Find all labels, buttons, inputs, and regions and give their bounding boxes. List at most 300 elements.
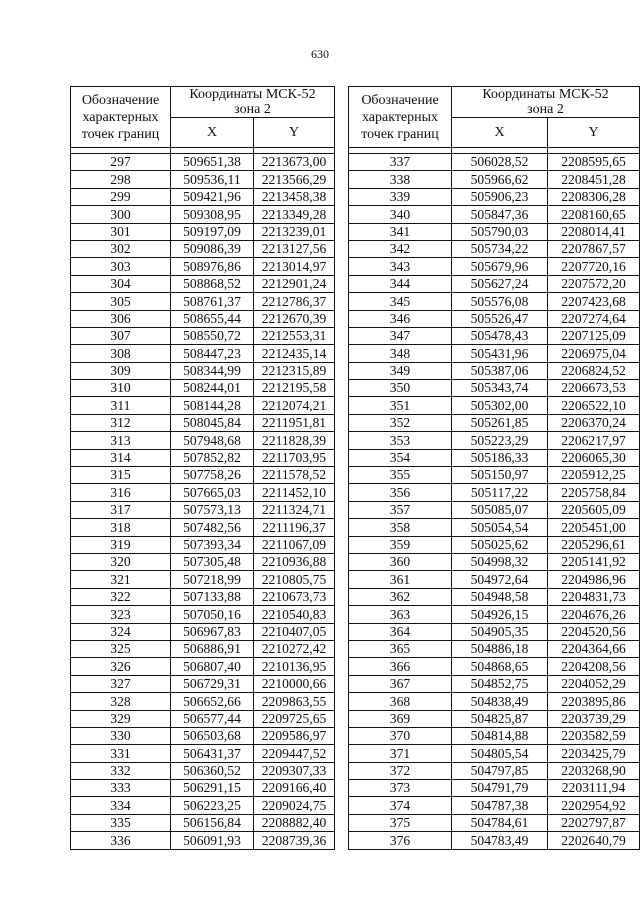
point-number-cell: 341 bbox=[349, 223, 452, 240]
point-number-cell: 313 bbox=[71, 432, 171, 449]
header-coordinates bbox=[452, 87, 640, 118]
table-row bbox=[71, 727, 335, 744]
point-number-cell: 340 bbox=[349, 206, 452, 223]
table-body-right bbox=[349, 154, 640, 850]
header-designation-line: Обозначение bbox=[361, 92, 439, 108]
x-coordinate-cell: 506503,68 bbox=[171, 727, 254, 744]
table-header bbox=[71, 87, 335, 154]
y-coordinate-cell: 2208160,65 bbox=[548, 206, 640, 223]
table-row bbox=[349, 658, 640, 675]
point-number-cell: 326 bbox=[71, 658, 171, 675]
y-coordinate-cell: 2211196,37 bbox=[254, 519, 335, 536]
table-row bbox=[349, 275, 640, 292]
point-number-cell: 329 bbox=[71, 710, 171, 727]
table-row bbox=[349, 814, 640, 831]
table-row bbox=[349, 571, 640, 588]
point-number-cell: 366 bbox=[349, 658, 452, 675]
table-row bbox=[349, 519, 640, 536]
point-number-cell: 369 bbox=[349, 710, 452, 727]
point-number-cell: 359 bbox=[349, 536, 452, 553]
point-number-cell: 310 bbox=[71, 380, 171, 397]
table-row bbox=[71, 536, 335, 553]
table-row bbox=[71, 275, 335, 292]
table-row bbox=[349, 606, 640, 623]
y-coordinate-cell: 2211452,10 bbox=[254, 484, 335, 501]
x-coordinate-cell: 505387,06 bbox=[452, 362, 548, 379]
x-coordinate-cell: 508447,23 bbox=[171, 345, 254, 362]
coordinates-table-right bbox=[348, 86, 640, 850]
y-coordinate-cell: 2210407,05 bbox=[254, 623, 335, 640]
table-row bbox=[349, 258, 640, 275]
x-coordinate-cell: 508761,37 bbox=[171, 293, 254, 310]
y-coordinate-cell: 2206065,30 bbox=[548, 449, 640, 466]
point-number-cell: 349 bbox=[349, 362, 452, 379]
table-row bbox=[349, 310, 640, 327]
table-row bbox=[71, 467, 335, 484]
point-number-cell: 321 bbox=[71, 571, 171, 588]
x-coordinate-cell: 506652,66 bbox=[171, 693, 254, 710]
table-row bbox=[71, 658, 335, 675]
x-coordinate-cell: 504787,38 bbox=[452, 797, 548, 814]
y-coordinate-cell: 2210136,95 bbox=[254, 658, 335, 675]
y-coordinate-cell: 2209024,75 bbox=[254, 797, 335, 814]
header-designation bbox=[71, 87, 171, 148]
y-coordinate-cell: 2206217,97 bbox=[548, 432, 640, 449]
y-coordinate-cell: 2210540,83 bbox=[254, 606, 335, 623]
point-number-cell: 351 bbox=[349, 397, 452, 414]
x-coordinate-cell: 504886,18 bbox=[452, 640, 548, 657]
point-number-cell: 342 bbox=[349, 240, 452, 257]
table-row bbox=[349, 797, 640, 814]
point-number-cell: 298 bbox=[71, 171, 171, 188]
x-coordinate-cell: 507050,16 bbox=[171, 606, 254, 623]
table-row bbox=[71, 171, 335, 188]
table-row bbox=[71, 814, 335, 831]
point-number-cell: 376 bbox=[349, 832, 452, 849]
table-row bbox=[71, 780, 335, 797]
point-number-cell: 334 bbox=[71, 797, 171, 814]
y-coordinate-cell: 2213349,28 bbox=[254, 206, 335, 223]
coordinates-table-left bbox=[70, 86, 335, 850]
point-number-cell: 347 bbox=[349, 327, 452, 344]
y-coordinate-cell: 2213458,38 bbox=[254, 188, 335, 205]
x-coordinate-cell: 504972,64 bbox=[452, 571, 548, 588]
table-row bbox=[71, 327, 335, 344]
point-number-cell: 317 bbox=[71, 501, 171, 518]
y-coordinate-cell: 2207423,68 bbox=[548, 293, 640, 310]
x-coordinate-cell: 504783,49 bbox=[452, 832, 548, 849]
x-coordinate-cell: 506807,40 bbox=[171, 658, 254, 675]
point-number-cell: 345 bbox=[349, 293, 452, 310]
point-number-cell: 357 bbox=[349, 501, 452, 518]
point-number-cell: 363 bbox=[349, 606, 452, 623]
point-number-cell: 318 bbox=[71, 519, 171, 536]
y-coordinate-cell: 2213239,01 bbox=[254, 223, 335, 240]
table-row bbox=[71, 188, 335, 205]
table-row bbox=[71, 449, 335, 466]
y-coordinate-cell: 2213566,29 bbox=[254, 171, 335, 188]
point-number-cell: 320 bbox=[71, 553, 171, 570]
table-row bbox=[349, 640, 640, 657]
y-coordinate-cell: 2208882,40 bbox=[254, 814, 335, 831]
x-coordinate-cell: 504998,32 bbox=[452, 553, 548, 570]
y-coordinate-cell: 2204364,66 bbox=[548, 640, 640, 657]
table-row bbox=[349, 553, 640, 570]
y-coordinate-cell: 2206673,53 bbox=[548, 380, 640, 397]
table-row bbox=[71, 745, 335, 762]
table-row bbox=[71, 519, 335, 536]
y-coordinate-cell: 2211828,39 bbox=[254, 432, 335, 449]
point-number-cell: 336 bbox=[71, 832, 171, 849]
table-row bbox=[71, 154, 335, 171]
table-row bbox=[349, 380, 640, 397]
x-coordinate-cell: 505054,54 bbox=[452, 519, 548, 536]
table-row bbox=[71, 606, 335, 623]
header-coordinates-line: Координаты МСК-52 bbox=[482, 87, 609, 102]
header-designation-line: Обозначение bbox=[81, 92, 160, 108]
table-row bbox=[71, 588, 335, 605]
table-row bbox=[71, 571, 335, 588]
header-coordinates bbox=[171, 87, 335, 118]
point-number-cell: 302 bbox=[71, 240, 171, 257]
table-row bbox=[349, 727, 640, 744]
x-coordinate-cell: 507665,03 bbox=[171, 484, 254, 501]
point-number-cell: 361 bbox=[349, 571, 452, 588]
point-number-cell: 368 bbox=[349, 693, 452, 710]
header-designation-line: точек границ bbox=[361, 126, 439, 142]
y-coordinate-cell: 2211324,71 bbox=[254, 501, 335, 518]
point-number-cell: 303 bbox=[71, 258, 171, 275]
table-row bbox=[349, 240, 640, 257]
x-coordinate-cell: 505431,96 bbox=[452, 345, 548, 362]
point-number-cell: 304 bbox=[71, 275, 171, 292]
point-number-cell: 314 bbox=[71, 449, 171, 466]
point-number-cell: 297 bbox=[71, 154, 171, 171]
y-coordinate-cell: 2205912,25 bbox=[548, 467, 640, 484]
y-coordinate-cell: 2209447,52 bbox=[254, 745, 335, 762]
y-coordinate-cell: 2203895,86 bbox=[548, 693, 640, 710]
y-coordinate-cell: 2206975,04 bbox=[548, 345, 640, 362]
point-number-cell: 371 bbox=[349, 745, 452, 762]
x-coordinate-cell: 505085,07 bbox=[452, 501, 548, 518]
y-coordinate-cell: 2212435,14 bbox=[254, 345, 335, 362]
y-coordinate-cell: 2209166,40 bbox=[254, 780, 335, 797]
y-coordinate-cell: 2207125,09 bbox=[548, 327, 640, 344]
y-coordinate-cell: 2211067,09 bbox=[254, 536, 335, 553]
table-row bbox=[71, 310, 335, 327]
point-number-cell: 301 bbox=[71, 223, 171, 240]
y-coordinate-cell: 2210805,75 bbox=[254, 571, 335, 588]
y-coordinate-cell: 2205758,84 bbox=[548, 484, 640, 501]
table-row bbox=[71, 397, 335, 414]
table-row bbox=[349, 362, 640, 379]
x-coordinate-cell: 507218,99 bbox=[171, 571, 254, 588]
x-coordinate-cell: 509421,96 bbox=[171, 188, 254, 205]
table-row bbox=[349, 536, 640, 553]
y-coordinate-cell: 2205451,00 bbox=[548, 519, 640, 536]
x-coordinate-cell: 504868,65 bbox=[452, 658, 548, 675]
table-row bbox=[349, 345, 640, 362]
x-coordinate-cell: 505150,97 bbox=[452, 467, 548, 484]
point-number-cell: 325 bbox=[71, 640, 171, 657]
point-number-cell: 346 bbox=[349, 310, 452, 327]
x-coordinate-cell: 504948,58 bbox=[452, 588, 548, 605]
table-row bbox=[349, 467, 640, 484]
table-row bbox=[349, 414, 640, 431]
x-coordinate-cell: 507573,13 bbox=[171, 501, 254, 518]
table-row bbox=[71, 345, 335, 362]
y-coordinate-cell: 2211951,81 bbox=[254, 414, 335, 431]
y-coordinate-cell: 2204520,56 bbox=[548, 623, 640, 640]
y-coordinate-cell: 2209863,55 bbox=[254, 693, 335, 710]
x-coordinate-cell: 508144,28 bbox=[171, 397, 254, 414]
table-row bbox=[71, 293, 335, 310]
y-coordinate-cell: 2210673,73 bbox=[254, 588, 335, 605]
x-coordinate-cell: 506729,31 bbox=[171, 675, 254, 692]
y-coordinate-cell: 2212074,21 bbox=[254, 397, 335, 414]
y-coordinate-cell: 2203268,90 bbox=[548, 762, 640, 779]
x-coordinate-cell: 508976,86 bbox=[171, 258, 254, 275]
point-number-cell: 370 bbox=[349, 727, 452, 744]
point-number-cell: 312 bbox=[71, 414, 171, 431]
table-row bbox=[349, 710, 640, 727]
y-coordinate-cell: 2207274,64 bbox=[548, 310, 640, 327]
y-coordinate-cell: 2212195,58 bbox=[254, 380, 335, 397]
table-row bbox=[71, 223, 335, 240]
header-designation-line: точек границ bbox=[81, 126, 160, 142]
table-row bbox=[71, 258, 335, 275]
header-x: X bbox=[171, 118, 254, 148]
point-number-cell: 350 bbox=[349, 380, 452, 397]
point-number-cell: 330 bbox=[71, 727, 171, 744]
x-coordinate-cell: 508045,84 bbox=[171, 414, 254, 431]
table-row bbox=[71, 553, 335, 570]
x-coordinate-cell: 505847,36 bbox=[452, 206, 548, 223]
point-number-cell: 328 bbox=[71, 693, 171, 710]
x-coordinate-cell: 507133,88 bbox=[171, 588, 254, 605]
point-number-cell: 358 bbox=[349, 519, 452, 536]
x-coordinate-cell: 508550,72 bbox=[171, 327, 254, 344]
x-coordinate-cell: 505302,00 bbox=[452, 397, 548, 414]
point-number-cell: 305 bbox=[71, 293, 171, 310]
x-coordinate-cell: 508655,44 bbox=[171, 310, 254, 327]
page-number: 630 bbox=[311, 47, 329, 61]
point-number-cell: 324 bbox=[71, 623, 171, 640]
point-number-cell: 372 bbox=[349, 762, 452, 779]
header-coordinates-line: зона 2 bbox=[234, 102, 271, 117]
table-row bbox=[349, 588, 640, 605]
y-coordinate-cell: 2207720,16 bbox=[548, 258, 640, 275]
table-row bbox=[71, 240, 335, 257]
table-row bbox=[349, 449, 640, 466]
point-number-cell: 333 bbox=[71, 780, 171, 797]
x-coordinate-cell: 505734,22 bbox=[452, 240, 548, 257]
y-coordinate-cell: 2206370,24 bbox=[548, 414, 640, 431]
point-number-cell: 306 bbox=[71, 310, 171, 327]
y-coordinate-cell: 2208595,65 bbox=[548, 154, 640, 171]
y-coordinate-cell: 2203582,59 bbox=[548, 727, 640, 744]
y-coordinate-cell: 2212786,37 bbox=[254, 293, 335, 310]
point-number-cell: 337 bbox=[349, 154, 452, 171]
y-coordinate-cell: 2213673,00 bbox=[254, 154, 335, 171]
x-coordinate-cell: 507758,26 bbox=[171, 467, 254, 484]
point-number-cell: 300 bbox=[71, 206, 171, 223]
x-coordinate-cell: 509086,39 bbox=[171, 240, 254, 257]
table-row bbox=[349, 206, 640, 223]
x-coordinate-cell: 505790,03 bbox=[452, 223, 548, 240]
table-row bbox=[349, 223, 640, 240]
x-coordinate-cell: 506223,25 bbox=[171, 797, 254, 814]
point-number-cell: 348 bbox=[349, 345, 452, 362]
table-row bbox=[349, 432, 640, 449]
table-row bbox=[71, 432, 335, 449]
y-coordinate-cell: 2212901,24 bbox=[254, 275, 335, 292]
y-coordinate-cell: 2213127,56 bbox=[254, 240, 335, 257]
table-row bbox=[71, 414, 335, 431]
point-number-cell: 355 bbox=[349, 467, 452, 484]
x-coordinate-cell: 504814,88 bbox=[452, 727, 548, 744]
point-number-cell: 339 bbox=[349, 188, 452, 205]
point-number-cell: 364 bbox=[349, 623, 452, 640]
x-coordinate-cell: 504805,54 bbox=[452, 745, 548, 762]
point-number-cell: 323 bbox=[71, 606, 171, 623]
y-coordinate-cell: 2210936,88 bbox=[254, 553, 335, 570]
x-coordinate-cell: 508244,01 bbox=[171, 380, 254, 397]
table-row bbox=[71, 762, 335, 779]
point-number-cell: 335 bbox=[71, 814, 171, 831]
table-row bbox=[349, 397, 640, 414]
point-number-cell: 352 bbox=[349, 414, 452, 431]
header-designation-line: характерных bbox=[361, 109, 439, 125]
x-coordinate-cell: 507852,82 bbox=[171, 449, 254, 466]
y-coordinate-cell: 2209725,65 bbox=[254, 710, 335, 727]
table-row bbox=[71, 797, 335, 814]
x-coordinate-cell: 505906,23 bbox=[452, 188, 548, 205]
y-coordinate-cell: 2211703,95 bbox=[254, 449, 335, 466]
point-number-cell: 319 bbox=[71, 536, 171, 553]
x-coordinate-cell: 506886,91 bbox=[171, 640, 254, 657]
table-row bbox=[71, 710, 335, 727]
x-coordinate-cell: 509197,09 bbox=[171, 223, 254, 240]
point-number-cell: 332 bbox=[71, 762, 171, 779]
point-number-cell: 316 bbox=[71, 484, 171, 501]
table-header bbox=[349, 87, 640, 154]
x-coordinate-cell: 505966,62 bbox=[452, 171, 548, 188]
x-coordinate-cell: 509536,11 bbox=[171, 171, 254, 188]
y-coordinate-cell: 2208014,41 bbox=[548, 223, 640, 240]
x-coordinate-cell: 505526,47 bbox=[452, 310, 548, 327]
y-coordinate-cell: 2204676,26 bbox=[548, 606, 640, 623]
x-coordinate-cell: 505261,85 bbox=[452, 414, 548, 431]
table-row bbox=[349, 293, 640, 310]
y-coordinate-cell: 2210272,42 bbox=[254, 640, 335, 657]
y-coordinate-cell: 2204831,73 bbox=[548, 588, 640, 605]
y-coordinate-cell: 2202640,79 bbox=[548, 832, 640, 849]
y-coordinate-cell: 2206824,52 bbox=[548, 362, 640, 379]
header-coordinates-line: зона 2 bbox=[527, 102, 564, 117]
table-row bbox=[71, 501, 335, 518]
point-number-cell: 353 bbox=[349, 432, 452, 449]
table-row bbox=[349, 188, 640, 205]
y-coordinate-cell: 2208451,28 bbox=[548, 171, 640, 188]
y-coordinate-cell: 2208739,36 bbox=[254, 832, 335, 849]
point-number-cell: 322 bbox=[71, 588, 171, 605]
y-coordinate-cell: 2210000,66 bbox=[254, 675, 335, 692]
y-coordinate-cell: 2205141,92 bbox=[548, 553, 640, 570]
table-row bbox=[349, 327, 640, 344]
x-coordinate-cell: 508344,99 bbox=[171, 362, 254, 379]
x-coordinate-cell: 508868,52 bbox=[171, 275, 254, 292]
point-number-cell: 367 bbox=[349, 675, 452, 692]
y-coordinate-cell: 2213014,97 bbox=[254, 258, 335, 275]
point-number-cell: 307 bbox=[71, 327, 171, 344]
table-row bbox=[71, 675, 335, 692]
table-row bbox=[349, 675, 640, 692]
x-coordinate-cell: 509651,38 bbox=[171, 154, 254, 171]
y-coordinate-cell: 2204052,29 bbox=[548, 675, 640, 692]
x-coordinate-cell: 509308,95 bbox=[171, 206, 254, 223]
x-coordinate-cell: 504791,79 bbox=[452, 780, 548, 797]
x-coordinate-cell: 506967,83 bbox=[171, 623, 254, 640]
x-coordinate-cell: 505478,43 bbox=[452, 327, 548, 344]
x-coordinate-cell: 507305,48 bbox=[171, 553, 254, 570]
header-coordinates-line: Координаты МСК-52 bbox=[189, 87, 316, 102]
point-number-cell: 360 bbox=[349, 553, 452, 570]
point-number-cell: 338 bbox=[349, 171, 452, 188]
x-coordinate-cell: 506028,52 bbox=[452, 154, 548, 171]
table-row bbox=[349, 780, 640, 797]
table-row bbox=[349, 501, 640, 518]
x-coordinate-cell: 506431,37 bbox=[171, 745, 254, 762]
y-coordinate-cell: 2212670,39 bbox=[254, 310, 335, 327]
x-coordinate-cell: 506091,93 bbox=[171, 832, 254, 849]
point-number-cell: 299 bbox=[71, 188, 171, 205]
point-number-cell: 356 bbox=[349, 484, 452, 501]
table-row bbox=[71, 484, 335, 501]
point-number-cell: 373 bbox=[349, 780, 452, 797]
x-coordinate-cell: 506291,15 bbox=[171, 780, 254, 797]
x-coordinate-cell: 505679,96 bbox=[452, 258, 548, 275]
y-coordinate-cell: 2209586,97 bbox=[254, 727, 335, 744]
table-row bbox=[349, 762, 640, 779]
header-x: X bbox=[452, 118, 548, 148]
x-coordinate-cell: 504838,49 bbox=[452, 693, 548, 710]
y-coordinate-cell: 2208306,28 bbox=[548, 188, 640, 205]
x-coordinate-cell: 504852,75 bbox=[452, 675, 548, 692]
table-row bbox=[349, 484, 640, 501]
x-coordinate-cell: 507393,34 bbox=[171, 536, 254, 553]
point-number-cell: 362 bbox=[349, 588, 452, 605]
y-coordinate-cell: 2212553,31 bbox=[254, 327, 335, 344]
y-coordinate-cell: 2203111,94 bbox=[548, 780, 640, 797]
table-row bbox=[71, 693, 335, 710]
point-number-cell: 375 bbox=[349, 814, 452, 831]
y-coordinate-cell: 2204986,96 bbox=[548, 571, 640, 588]
point-number-cell: 315 bbox=[71, 467, 171, 484]
y-coordinate-cell: 2203739,29 bbox=[548, 710, 640, 727]
y-coordinate-cell: 2204208,56 bbox=[548, 658, 640, 675]
y-coordinate-cell: 2202797,87 bbox=[548, 814, 640, 831]
y-coordinate-cell: 2205605,09 bbox=[548, 501, 640, 518]
header-y: Y bbox=[548, 118, 640, 148]
table-row bbox=[349, 832, 640, 849]
y-coordinate-cell: 2212315,89 bbox=[254, 362, 335, 379]
x-coordinate-cell: 505627,24 bbox=[452, 275, 548, 292]
x-coordinate-cell: 504825,87 bbox=[452, 710, 548, 727]
table-row bbox=[71, 362, 335, 379]
y-coordinate-cell: 2209307,33 bbox=[254, 762, 335, 779]
table-row bbox=[71, 640, 335, 657]
